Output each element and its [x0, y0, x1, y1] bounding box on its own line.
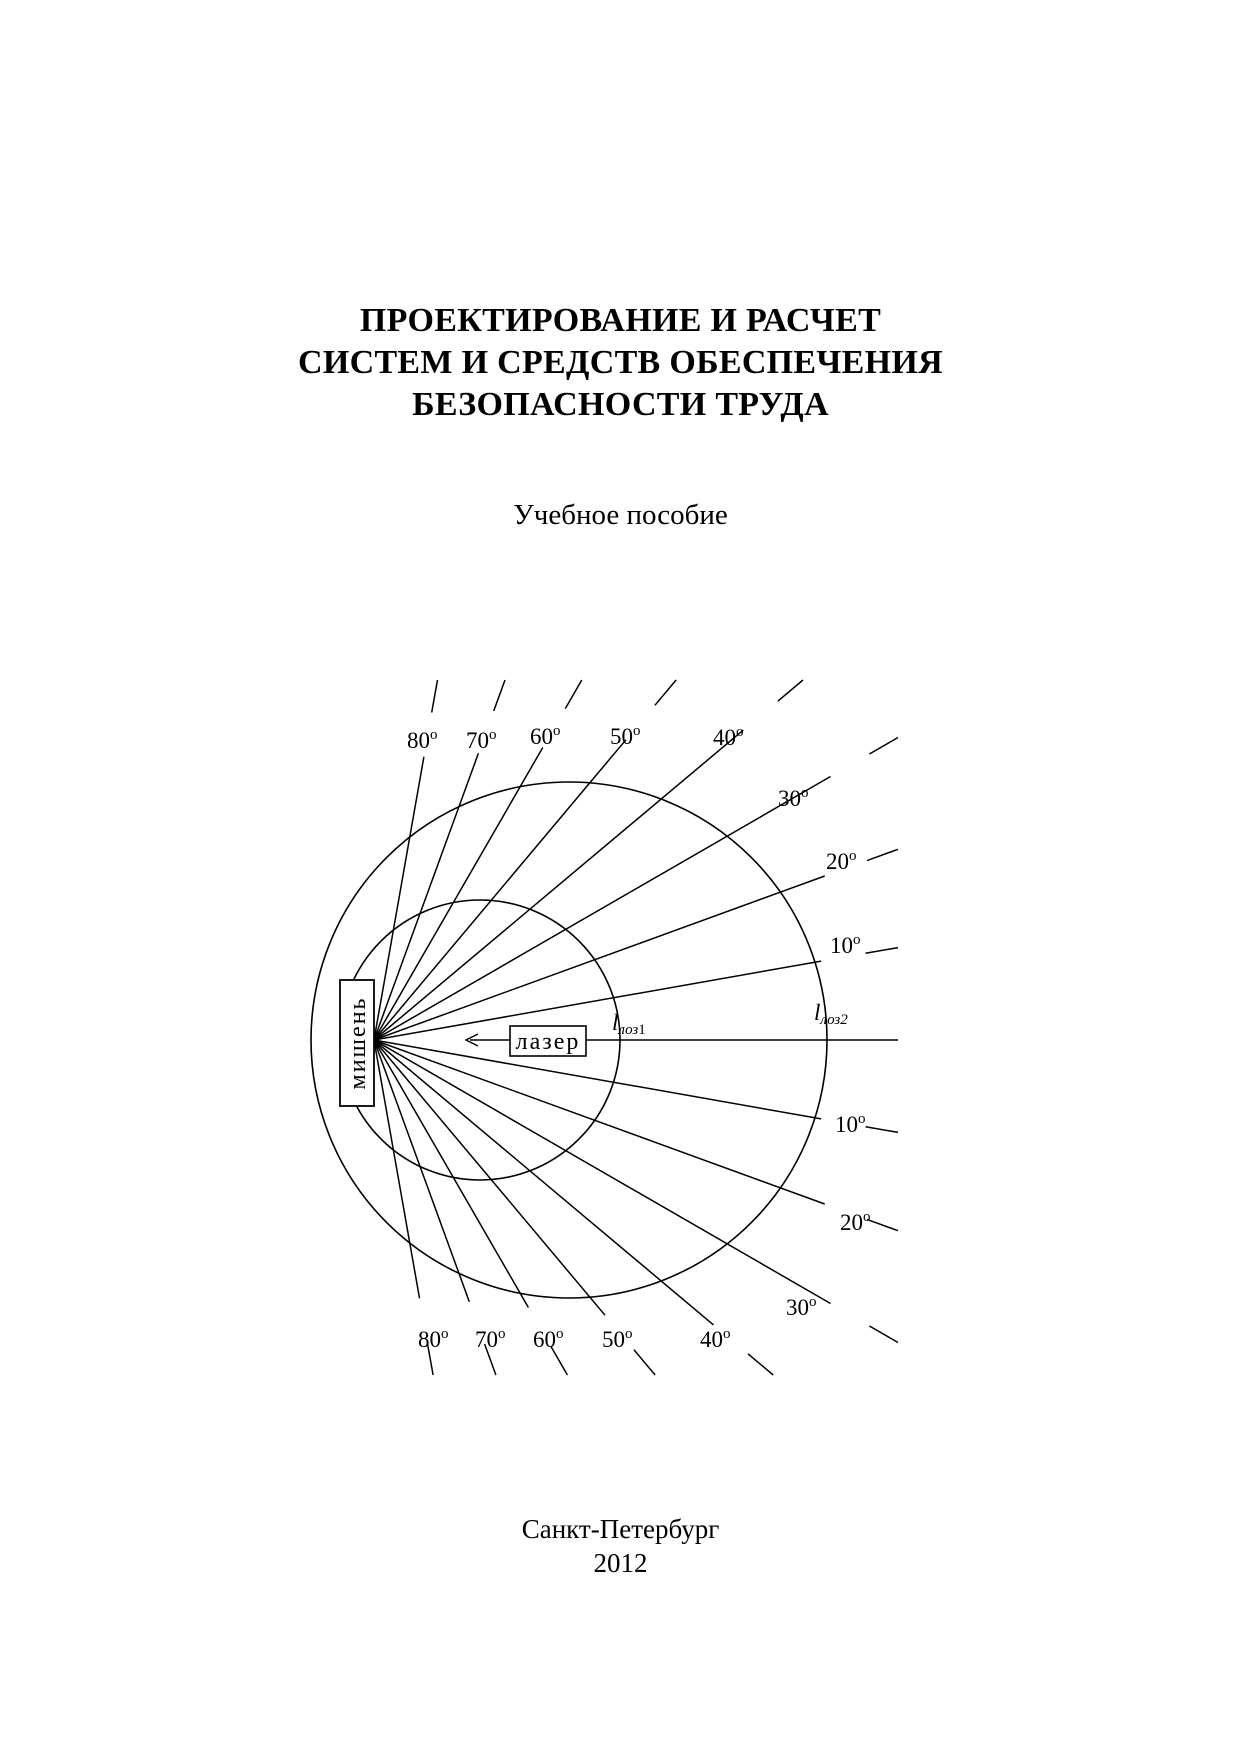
angle-ray-tail	[748, 1354, 773, 1375]
title-line-2: СИСТЕМ И СРЕДСТВ ОБЕСПЕЧЕНИЯ	[297, 344, 943, 381]
upper-angle-label: 40$^o$	[713, 724, 744, 750]
angle-ray	[374, 1040, 714, 1325]
upper-angle-label: 50$^o$	[610, 723, 641, 749]
angle-ray-tail	[432, 680, 438, 713]
laser-label: лазер	[515, 1029, 581, 1055]
radius-label-2-index: 2	[840, 1012, 848, 1028]
angle-ray-tail	[634, 1350, 655, 1375]
lower-angle-label: 80$^o$	[418, 1326, 449, 1352]
angle-ray-tail	[494, 680, 505, 711]
upper-angle-label: 30$^o$	[778, 785, 809, 811]
lower-angle-label: 40$^o$	[700, 1326, 731, 1352]
subtitle: Учебное пособие	[513, 499, 728, 531]
lower-angle-label: 60$^o$	[533, 1326, 564, 1352]
angle-ray-tail	[565, 680, 582, 709]
upper-angle-label: 10$^o$	[830, 932, 861, 958]
angle-ray-tail	[866, 1127, 899, 1133]
radius-label-2-sub: лоз	[820, 1012, 841, 1028]
upper-angle-label: 80$^o$	[407, 727, 438, 753]
lower-angle-label: 20$^o$	[840, 1209, 871, 1235]
radius-label-1-sub: лоз	[618, 1022, 639, 1038]
radius-label-1-index: 1	[638, 1022, 646, 1038]
radius-label-2	[814, 1000, 848, 1028]
publication-city: Санкт-Петербург	[521, 1514, 720, 1544]
angle-ray-tail	[655, 680, 676, 705]
angle-ray-tail	[778, 680, 803, 701]
angle-ray	[374, 730, 743, 1040]
angle-ray-tail	[869, 738, 898, 755]
angle-ray	[374, 1040, 825, 1204]
upper-angle-label: 70$^o$	[466, 727, 497, 753]
radius-label-1	[612, 1010, 646, 1038]
angle-ray-tail	[866, 948, 899, 954]
footer	[0, 1512, 1241, 1580]
lower-angle-label: 50$^o$	[602, 1326, 633, 1352]
upper-angle-label: 60$^o$	[530, 723, 561, 749]
angle-ray-tail	[867, 1219, 898, 1230]
radius-label-1-var: l	[612, 1010, 619, 1035]
angle-ray-tail	[867, 849, 898, 860]
publication-year: 2012	[593, 1548, 648, 1578]
lower-angle-label: 10$^o$	[835, 1111, 866, 1137]
lower-angle-label: 70$^o$	[475, 1326, 506, 1352]
target-label: мишень	[345, 996, 371, 1090]
angle-ray	[374, 876, 825, 1040]
upper-angle-label: 20$^o$	[826, 848, 857, 874]
radius-label-2-var: l	[814, 1000, 821, 1025]
angle-ray-tail	[869, 1326, 898, 1343]
title-line-3: БЕЗОПАСНОСТИ ТРУДА	[412, 386, 829, 423]
angle-ray	[374, 740, 626, 1040]
lower-angle-label: 30$^o$	[786, 1294, 817, 1320]
title-line-1: ПРОЕКТИРОВАНИЕ И РАСЧЕТ	[359, 302, 882, 339]
